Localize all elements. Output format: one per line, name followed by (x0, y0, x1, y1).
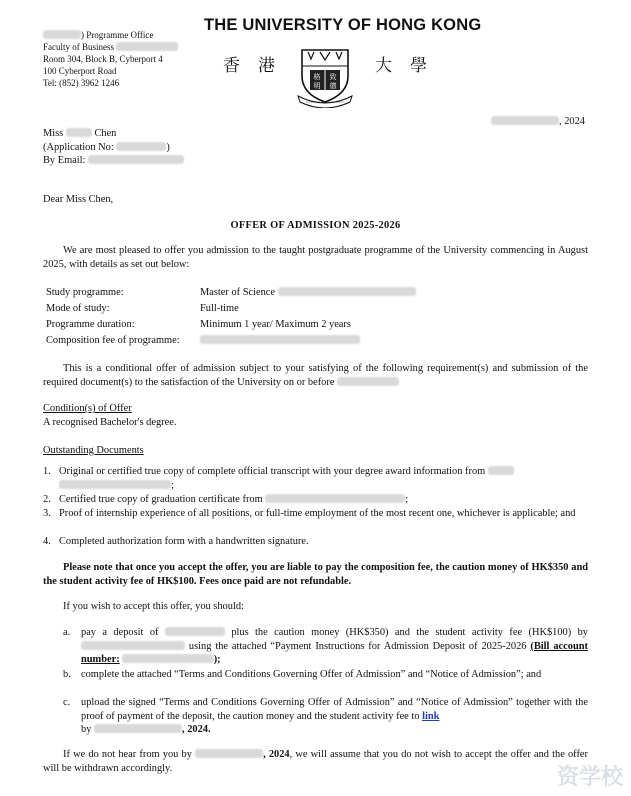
chinese-char: 港 (258, 56, 275, 76)
redacted (81, 641, 185, 650)
step-end: ); (213, 654, 221, 665)
crest-char: 德 (329, 82, 337, 90)
detail-label: Mode of study: (46, 303, 110, 314)
item-number: 1. (43, 466, 51, 477)
crest-char: 格 (313, 73, 321, 81)
redacted (278, 287, 416, 296)
office-line: Room 304, Block B, Cyberport 4 (43, 54, 163, 64)
intro-paragraph: We are most pleased to offer you admission to the taught postgraduate programme of the University commencing in August 2025, with details as set out below: (43, 245, 588, 270)
step-text: plus the caution money (HK$350) and the student activity fee (HK$100) by (231, 627, 588, 638)
step-text: by (81, 724, 92, 735)
conditional-paragraph (43, 362, 588, 389)
bill-account-label: (Bill account number: (81, 640, 588, 665)
letter-title: OFFER OF ADMISSION 2025-2026 (230, 220, 401, 231)
redacted (116, 142, 166, 151)
university-name: THE UNIVERSITY OF HONG KONG (204, 16, 482, 34)
document-item: Proof of internship experience of all positions, or full-time employment of the most recent one, whichever is applicable; and (59, 508, 576, 519)
crest-char: 致 (329, 73, 337, 81)
document-text: Certified true copy of graduation certificate from (59, 494, 263, 505)
detail-label: Programme duration: (46, 319, 135, 330)
closing-text: , we will assume that you do not wish to accept the offer and the offer will be withdrawn accordingly. (43, 749, 588, 774)
closing-year: , 2024 (263, 749, 290, 760)
redacted (265, 494, 405, 503)
closing-paragraph (43, 748, 588, 775)
conditional-text: This is a conditional offer of admission subject to your satisfying of the following requirement(s) and submission of the required document(s) to the satisfaction of the University on or before (43, 363, 588, 388)
document-item: Completed authorization form with a handwritten signature. (59, 536, 309, 547)
university-crest-logo (296, 46, 354, 108)
step-c (81, 696, 588, 737)
closing-text: If we do not hear from you by (63, 749, 192, 760)
crest-char: 明 (313, 82, 321, 90)
step-label: c. (63, 697, 71, 708)
step-label: a. (63, 627, 71, 638)
application-no-label: (Application No: (43, 141, 114, 153)
detail-value (200, 334, 360, 348)
item-number: 2. (43, 494, 51, 505)
document-item: Original or certified true copy of complete official transcript with your degree award information from ; (59, 465, 588, 492)
office-line: 100 Cyberport Road (43, 66, 117, 76)
detail-label: Study programme: (46, 287, 124, 298)
salutation: Dear Miss Chen, (43, 194, 114, 205)
redacted (195, 749, 263, 758)
conditions-heading: Condition(s) of Offer (43, 403, 132, 414)
office-line: Faculty of Business (43, 42, 114, 52)
detail-value: Full-time (200, 303, 239, 314)
item-number: 3. (43, 508, 51, 519)
redacted (66, 128, 92, 137)
chinese-char: 大 (375, 56, 392, 76)
recipient-title: Miss (43, 128, 64, 139)
deadline-year: , 2024. (182, 724, 211, 735)
redacted (88, 155, 184, 164)
redacted (94, 724, 182, 733)
watermark-logo: 资学校 (556, 764, 623, 790)
office-name: ) Programme Office (81, 30, 154, 40)
document-text: Original or certified true copy of complete official transcript with your degree award information from (59, 466, 486, 477)
document-item: Certified true copy of graduation certificate from ; (59, 494, 409, 505)
step-text: pay a deposit of (81, 627, 159, 638)
step-text: using the attached “Payment Instructions for Admission Deposit of 2025-2026 (188, 640, 527, 652)
detail-value (200, 286, 416, 300)
letter-date (491, 115, 585, 129)
redacted (43, 30, 81, 39)
redacted (165, 627, 225, 636)
step-a (81, 626, 588, 667)
detail-value: Minimum 1 year/ Maximum 2 years (200, 319, 351, 330)
step-text: upload the signed “Terms and Conditions Governing Offer of Admission” and “Notice of Admission” together with the proof of payment of the deposit, the caution money and the student activity fee to (81, 697, 588, 722)
redacted (59, 480, 171, 489)
redacted (491, 116, 559, 125)
office-line: Tel: (852) 3962 1246 (43, 78, 120, 88)
upload-link[interactable]: link (422, 710, 440, 722)
documents-heading: Outstanding Documents (43, 445, 144, 456)
fee-notice: Please note that once you accept the offer, you are liable to pay the composition fee, the caution money of HK$350 and the student activity fee of HK$100. Fees once paid are not refundable. (43, 562, 588, 587)
programme-name: Master of Science (200, 287, 276, 298)
redacted (116, 42, 178, 51)
item-number: 4. (43, 536, 51, 547)
conditions-text: A recognised Bachelor's degree. (43, 417, 177, 428)
step-b: complete the attached “Terms and Conditions Governing Offer of Admission” and “Notice of Admission”; and (81, 669, 542, 680)
redacted (122, 654, 214, 663)
office-address (43, 29, 203, 89)
redacted (200, 335, 360, 344)
date-year: , 2024 (559, 116, 585, 127)
recipient-surname: Chen (94, 128, 117, 139)
step-label: b. (63, 669, 71, 680)
redacted (488, 466, 514, 475)
chinese-char: 香 (223, 56, 240, 76)
paren: ) (166, 141, 170, 153)
redacted (337, 377, 399, 386)
email-label: By Email: (43, 155, 86, 166)
chinese-char: 學 (410, 56, 427, 76)
accept-intro: If you wish to accept this offer, you should: (63, 601, 244, 612)
detail-label: Composition fee of programme: (46, 335, 180, 346)
recipient-block (43, 127, 184, 168)
